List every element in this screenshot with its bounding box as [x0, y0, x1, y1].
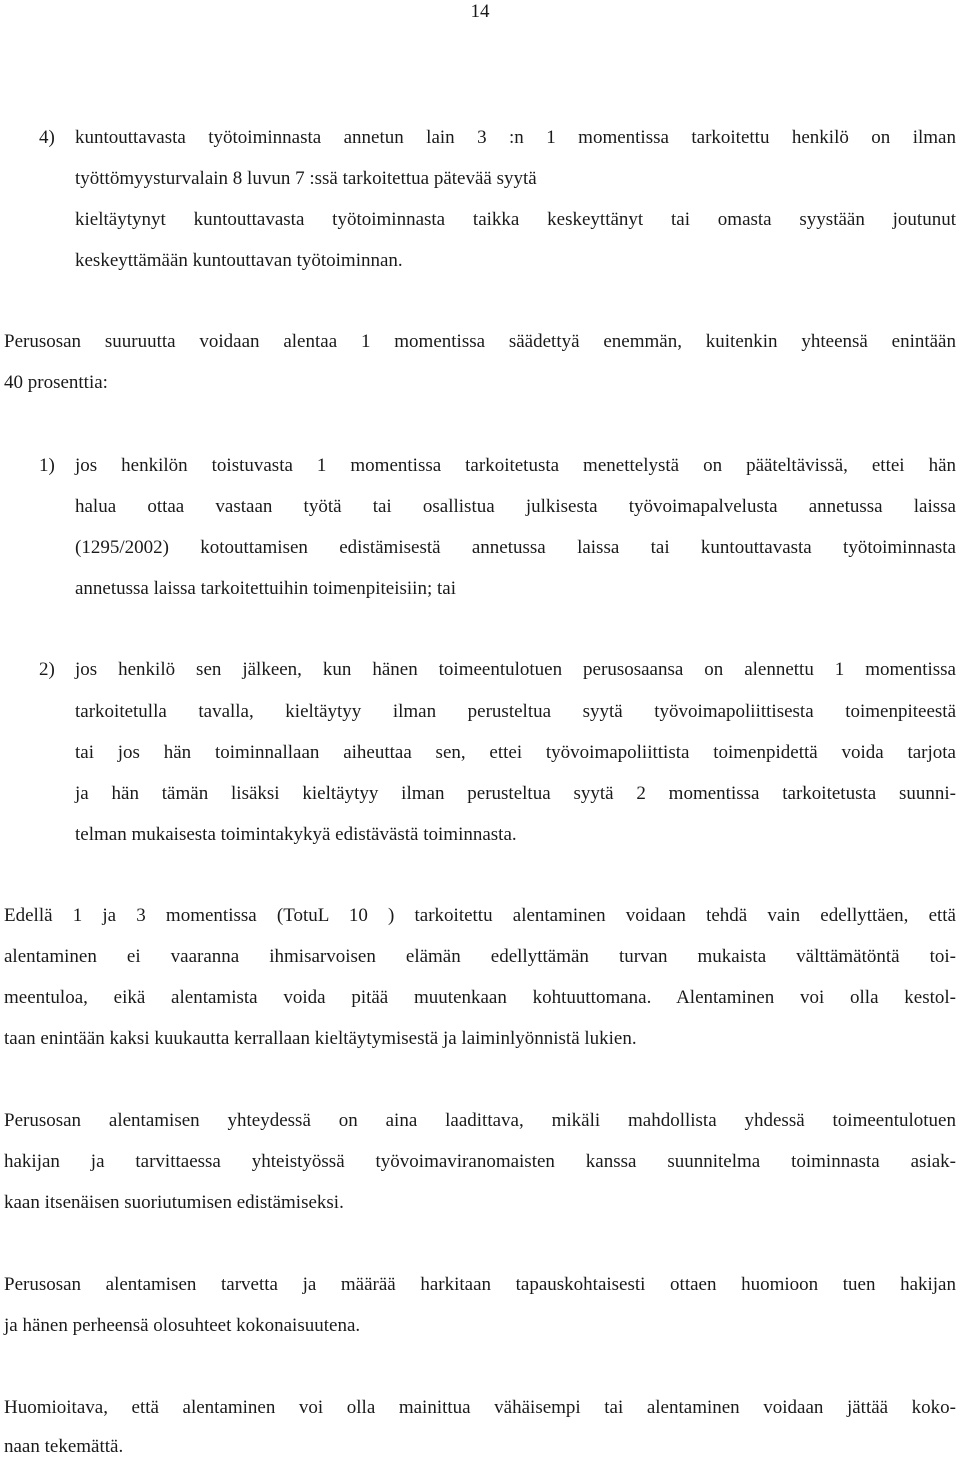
para-edella-line-4: taan enintään kaksi kuukautta kerrallaan kieltäytymisestä ja laiminlyönnistä lukien. [4, 1028, 637, 1049]
item4-line-3: kieltäytynyt kuntouttavasta työtoiminnasta taikka keskeyttänyt tai omasta syystään joutunut [75, 209, 956, 230]
para-reduce-line-1: Perusosan suuruutta voidaan alentaa 1 momentissa säädettyä enemmän, kuitenkin yhteensä enintään [4, 331, 956, 352]
item2-line-2: tarkoitetulla tavalla, kieltäytyy ilman perusteltua syytä työvoimapoliittisesta toimenpiteestä [75, 701, 956, 722]
para-yhteydessa-line-2: hakijan ja tarvittaessa yhteistyössä työvoimaviranomaisten kanssa suunnitelma toiminnasta asiak- [4, 1151, 956, 1172]
item4-line-1: kuntouttavasta työtoiminnasta annetun lain 3 :n 1 momentissa tarkoitettu henkilö on ilman [75, 127, 956, 148]
item2-line-4: ja hän tämän lisäksi kieltäytyy ilman perusteltua syytä 2 momentissa tarkoitetusta suunni- [75, 783, 956, 804]
item4-line-4: keskeyttämään kuntouttavan työtoiminnan. [75, 250, 403, 271]
para-edella-line-1: Edellä 1 ja 3 momentissa (TotuL 10 ) tarkoitettu alentaminen voidaan tehdä vain edellyttäen, että [4, 905, 956, 926]
item2-line-1: jos henkilö sen jälkeen, kun hänen toimeentulotuen perusosaansa on alennettu 1 momentissa [75, 659, 956, 680]
item4-line-2: työttömyysturvalain 8 luvun 7 :ssä tarkoitettua pätevää syytä [75, 168, 537, 189]
list-item-number: 1) [39, 455, 55, 476]
para-edella-line-3: meentuloa, eikä alentamista voida pitää muutenkaan kohtuuttomana. Alentaminen voi olla kestol- [4, 987, 956, 1008]
para-yhteydessa-line-1: Perusosan alentamisen yhteydessä on aina laadittava, mikäli mahdollista yhdessä toimeentulotuen [4, 1110, 956, 1131]
list-item-number: 2) [39, 659, 55, 680]
item1-line-4: annetussa laissa tarkoitettuihin toimenpiteisiin; tai [75, 578, 456, 599]
para-huomioitava-line-2: naan tekemättä. [4, 1436, 124, 1457]
para-reduce-line-2: 40 prosenttia: [4, 372, 108, 393]
page-number: 14 [470, 1, 490, 22]
item2-line-3: tai jos hän toiminnallaan aiheuttaa sen, ettei työvoimapoliittista toimenpidettä voida tarjota [75, 742, 956, 763]
para-edella-line-2: alentaminen ei vaaranna ihmisarvoisen elämän edellyttämän turvan mukaista välttämätöntä toi- [4, 946, 956, 967]
para-yhteydessa-line-3: kaan itsenäisen suoriutumisen edistämiseksi. [4, 1192, 344, 1213]
para-tarve-line-2: ja hänen perheensä olosuhteet kokonaisuutena. [4, 1315, 361, 1336]
item2-line-5: telman mukaisesta toimintakykyä edistävästä toiminnasta. [75, 824, 517, 845]
item1-line-3: (1295/2002) kotouttamisen edistämisestä annetussa laissa tai kuntouttavasta työtoiminnasta [75, 537, 956, 558]
para-tarve-line-1: Perusosan alentamisen tarvetta ja määrää harkitaan tapauskohtaisesti ottaen huomioon tuen hakijan [4, 1274, 956, 1295]
para-huomioitava-line-1: Huomioitava, että alentaminen voi olla mainittua vähäisempi tai alentaminen voidaan jättää koko- [4, 1397, 956, 1418]
item1-line-1: jos henkilön toistuvasta 1 momentissa tarkoitetusta menettelystä on pääteltävissä, ettei hän [75, 455, 956, 476]
list-item-number: 4) [39, 127, 55, 148]
item1-line-2: halua ottaa vastaan työtä tai osallistua julkisesta työvoimapalvelusta annetussa laissa [75, 496, 956, 517]
